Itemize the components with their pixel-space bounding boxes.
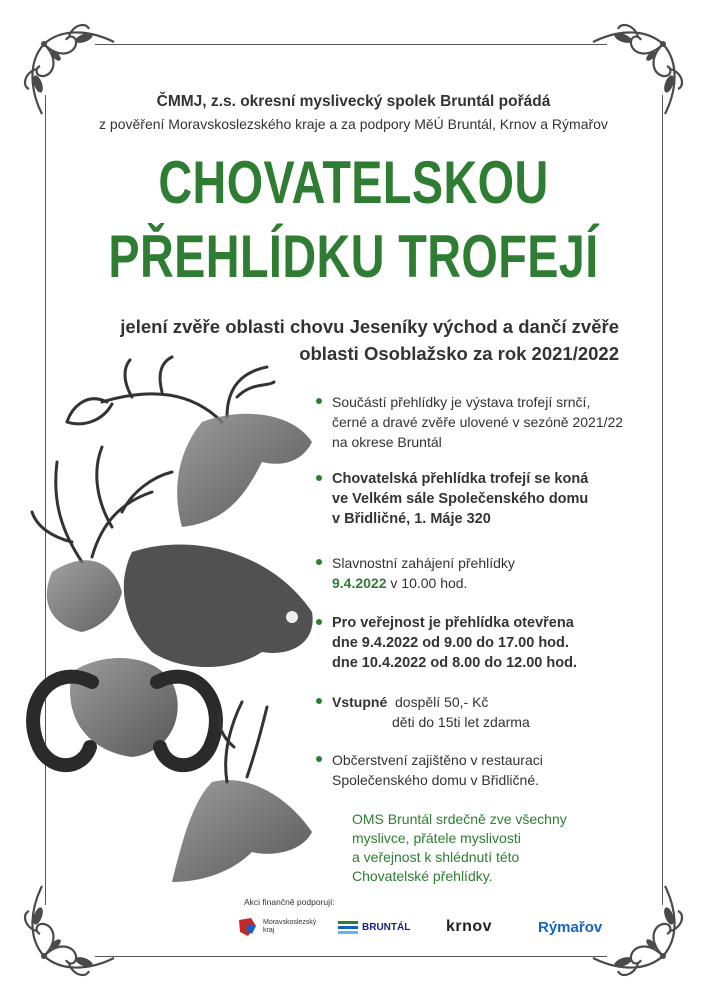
organizer-line: ČMMJ, z.s. okresní myslivecký spolek Bruntál pořádá bbox=[156, 93, 551, 110]
info-item-admission: Vstupné dospělí 50,- Kč děti do 15ti let zdarma bbox=[332, 692, 530, 732]
info-item-venue: Chovatelská přehlídka trofejí se koná ve Velkém sále Společenského domu v Břidličné, 1. Máje 320 bbox=[332, 469, 588, 529]
logo-krnov: krnov bbox=[446, 918, 493, 935]
game-animals-illustration bbox=[12, 352, 342, 892]
logo-moravskoslezsky-kraj: Moravskoslezský kraj bbox=[236, 916, 311, 938]
invitation-text: OMS Bruntál srdečně zve všechny myslivce, přátele myslivosti a veřejnost k shlédnutí této Chovatelské přehlídky. bbox=[352, 811, 567, 884]
msk-emblem-icon bbox=[236, 916, 260, 938]
corner-ornament-bottom-left bbox=[14, 876, 124, 986]
logo-rymarov: Rýmařov bbox=[538, 918, 603, 936]
info-item-exhibition: Součástí přehlídky je výstava trofejí srnčí, černé a dravé zvěře ulovené v sezóně 2021/22 na okrese Bruntál bbox=[332, 392, 623, 452]
sponsors-label: Akci finančně podporují: bbox=[244, 897, 335, 907]
bullet-dot-icon bbox=[316, 475, 322, 481]
info-item-refreshments: Občerstvení zajištěno v restauraci Společenského domu v Břidličné. bbox=[332, 750, 543, 790]
bullet-dot-icon bbox=[316, 559, 322, 565]
bruntal-emblem-icon bbox=[338, 920, 358, 934]
frame-bottom-line bbox=[95, 956, 607, 957]
bullet-dot-icon bbox=[316, 698, 322, 704]
info-item-opening: Slavnostní zahájení přehlídky 9.4.2022 v 10.00 hod. bbox=[332, 553, 515, 593]
authority-line: z pověření Moravskoslezského kraje a za podpory MěÚ Bruntál, Krnov a Rýmařov bbox=[99, 116, 608, 132]
info-item-public-hours: Pro veřejnost je přehlídka otevřena dne 9.4.2022 od 9.00 do 17.00 hod. dne 10.4.2022 od 8.00 do 12.00 hod. bbox=[332, 613, 577, 673]
subtitle-line-2: oblasti Osoblažsko za rok 2021/2022 bbox=[299, 343, 619, 364]
logo-bruntal: BRUNTÁL bbox=[338, 916, 410, 938]
frame-top-line bbox=[95, 44, 607, 45]
bullet-dot-icon bbox=[316, 756, 322, 762]
title-line-2: PŘEHLÍDKU TROFEJÍ bbox=[108, 223, 599, 290]
bullet-dot-icon bbox=[316, 398, 322, 404]
frame-right-line bbox=[662, 95, 663, 905]
bullet-dot-icon bbox=[316, 619, 322, 625]
title-line-1: CHOVATELSKOU bbox=[158, 149, 549, 216]
red-deer-head bbox=[67, 357, 274, 424]
opening-date: 9.4.2022 bbox=[332, 575, 387, 591]
subtitle-line-1: jelení zvěře oblasti chovu Jeseníky východ a dančí zvěře bbox=[120, 316, 619, 337]
